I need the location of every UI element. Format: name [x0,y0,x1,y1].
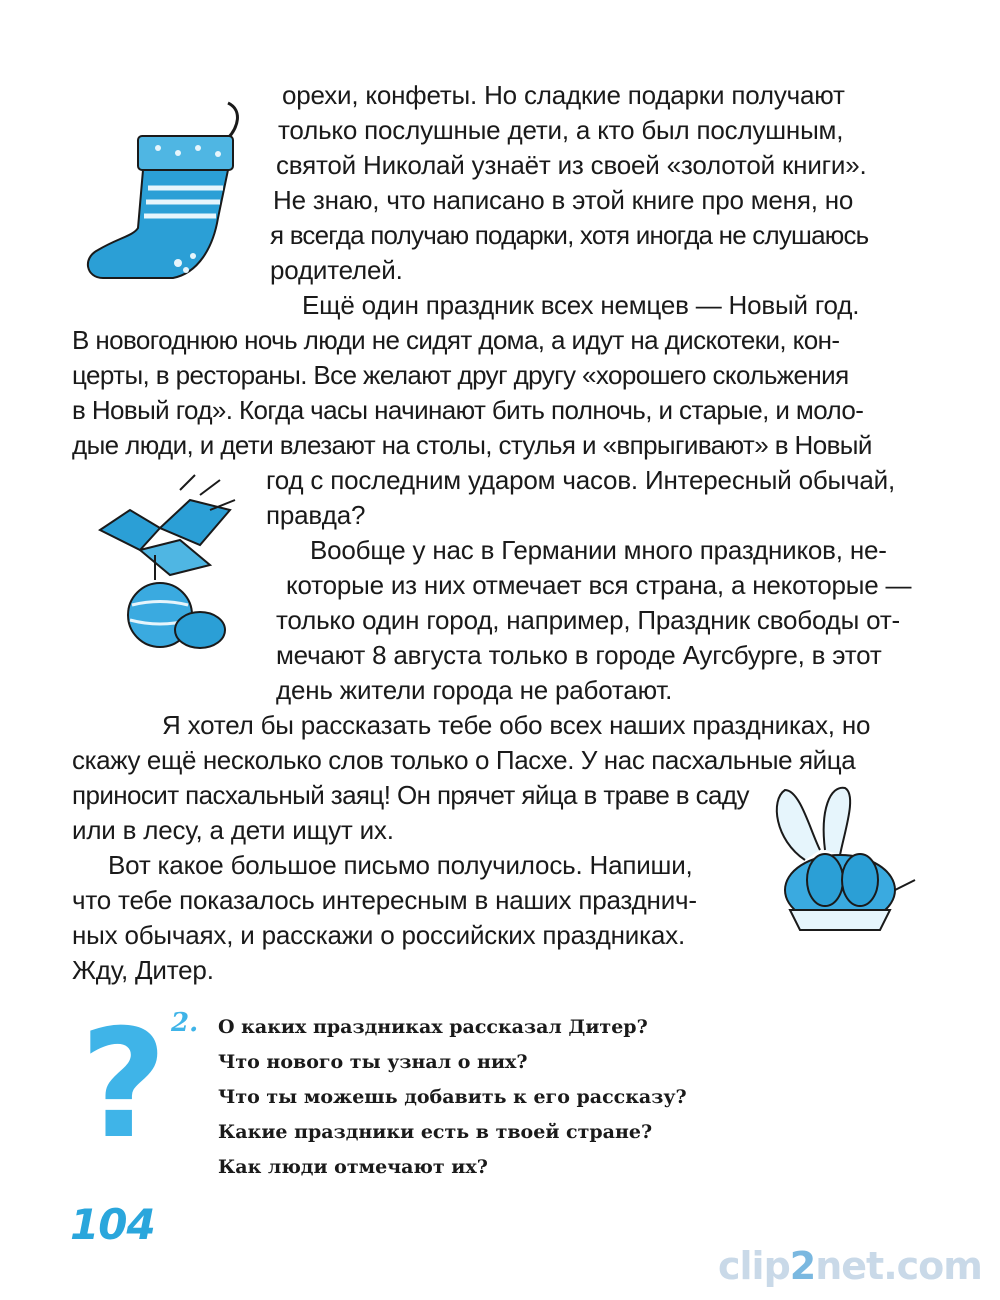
text-line: в Новый год». Когда часы начинают бить полночь, и старые, и моло- [72,395,864,425]
text-line: что тебе показалось интересным в наших празднич- [72,885,697,915]
question-line: Какие праздники есть в твоей стране? [218,1121,653,1143]
text-line: Ещё один праздник всех немцев — Новый год. [302,290,860,320]
question-line: Что нового ты узнал о них? [218,1051,528,1073]
page-number: 104 [70,1200,155,1249]
text-line: Не знаю, что написано в этой книге про меня, но [273,185,854,215]
text-line: ных обычаях, и расскажи о российских праздниках. [72,920,685,950]
watermark-part: clip [718,1244,790,1288]
text-line: В новогоднюю ночь люди не сидят дома, а идут на дискотеки, кон- [72,325,840,355]
text-line: только послушные дети, а кто был послушным, [278,115,844,145]
text-line: которые из них отмечает вся страна, а некоторые — [286,570,912,600]
text-line: только один город, например, Праздник свободы от- [276,605,901,635]
exercise-number: 2. [171,1008,199,1038]
question-mark-icon: ? [80,998,168,1172]
text-line: правда? [266,500,366,530]
text-line: святой Николай узнаёт из своей «золотой книги». [276,150,867,180]
text-line: я всегда получаю подарки, хотя иногда не слушаюсь [270,220,869,250]
text-line: мечают 8 августа только в городе Аугсбурге, в этот [276,640,882,670]
text-line: или в лесу, а дети ищут их. [72,815,394,845]
text-line: орехи, конфеты. Но сладкие подарки получают [282,80,845,110]
question-line: О каких праздниках рассказал Дитер? [218,1016,648,1038]
easter-bunny-icon [765,780,925,940]
text-line: церты, в рестораны. Все желают друг другу «хорошего скольжения [72,360,849,390]
text-line: год с последним ударом часов. Интересный обычай, [266,465,895,495]
christmas-stocking-icon [78,98,248,288]
text-line: Вот какое большое письмо получилось. Напиши, [108,850,693,880]
text-line: Я хотел бы рассказать тебе обо всех наших праздниках, но [162,710,871,740]
text-line: родителей. [270,255,403,285]
watermark-logo [718,1244,982,1288]
text-line: Жду, Дитер. [72,955,214,985]
holly-ornament-icon [80,470,250,660]
text-line: скажу ещё несколько слов только о Пасхе. У нас пасхальные яйца [72,745,856,775]
text-line: день жители города не работают. [276,675,673,705]
watermark-part: 2 [789,1244,816,1288]
text-line: приносит пасхальный заяц! Он прячет яйца в траве в саду [72,780,749,810]
question-line: Как люди отмечают их? [218,1156,488,1178]
question-line: Что ты можешь добавить к его рассказу? [218,1086,687,1108]
text-line: Вообще у нас в Германии много праздников, не- [310,535,887,565]
watermark-part: net.com [815,1244,982,1288]
text-line: дые люди, и дети влезают на столы, стулья и «впрыгивают» в Новый [72,430,872,460]
